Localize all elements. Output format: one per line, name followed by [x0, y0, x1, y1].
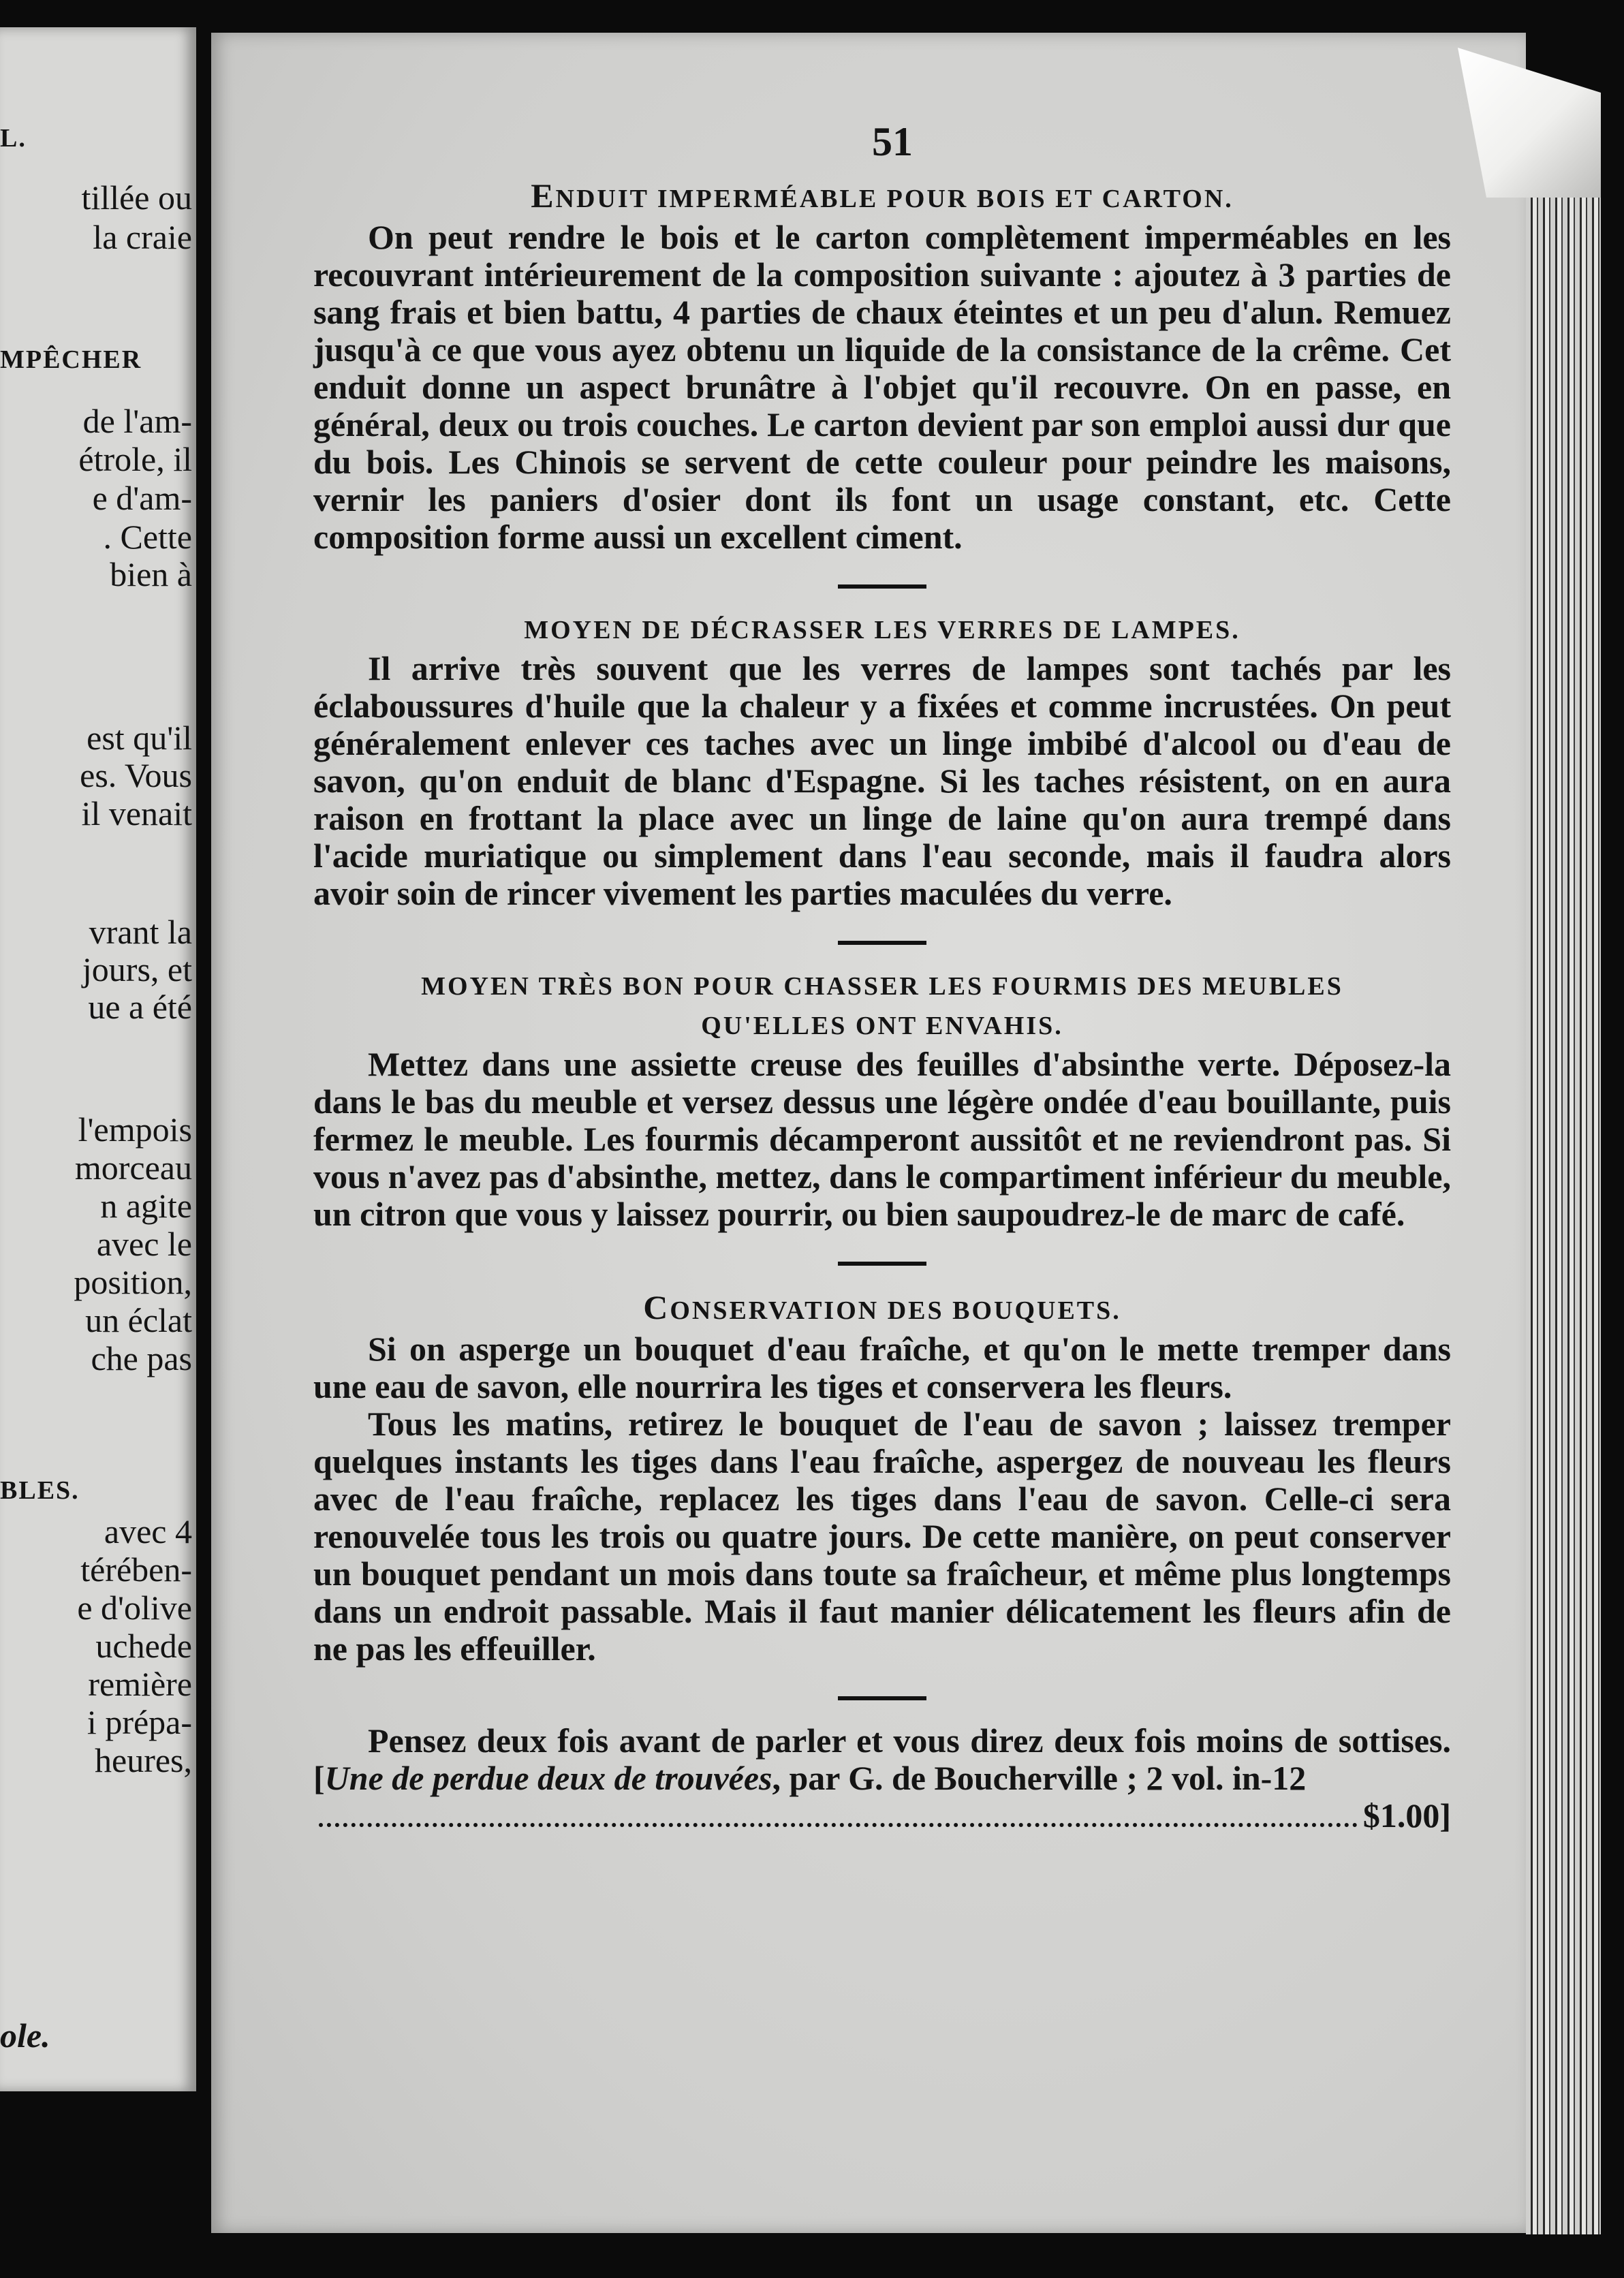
left-page-line: position,	[74, 1263, 192, 1301]
left-page-line: n agite	[100, 1187, 192, 1225]
paragraph: On peut rendre le bois et le carton complètement imperméables en les recouvrant intérieurement de la composition suivante : ajoutez à 3 parties de sang frais et bien battu, 4 parties de chaux éteintes et un peu d'alun. Remuez jusqu'à ce que vous ayez obtenu un liquide de la consistance de la crême. Cet enduit donne un aspect brunâtre à l'objet qu'il recouvre. On en passe, en général, deux ou trois couches. Le carton devient par son emploi aussi dur que du bois. Les Chinois se servent de cette couleur pour peindre les maisons, vernir les paniers d'osier dont ils font un usage constant, etc. Cette composition forme aussi un excellent ciment.	[313, 218, 1451, 556]
left-page-line: avec 4	[104, 1512, 192, 1550]
closing-quote	[313, 1722, 1451, 1797]
left-page-line: MPÊCHER	[0, 345, 142, 374]
left-page-line: morceau	[74, 1149, 192, 1187]
left-page-line: heures,	[95, 1741, 192, 1779]
left-page-line: tillée ou	[81, 178, 192, 217]
left-page-line: étrole, il	[78, 440, 192, 478]
left-page-line: remière	[88, 1665, 192, 1703]
paragraph: Tous les matins, retirez le bouquet de l'eau de savon ; laissez tremper quelques instants les tiges dans l'eau fraîche, aspergez de nouveau les fleurs avec de l'eau fraîche, replacez les tiges dans l'eau de savon. Celle-ci sera renouvelée tous les trois ou quatre jours. De cette manière, on peut conserver un bouquet pendant un mois dans toute sa fraîcheur, et même plus longtemps dans un endroit passable. Mais il faut manier délicatement les fleurs afin de ne pas les effeuiller.	[313, 1405, 1451, 1668]
section-divider	[838, 1262, 926, 1266]
left-page-line: uchede	[95, 1627, 192, 1665]
left-page-line: e d'olive	[77, 1589, 192, 1627]
leader-dots	[319, 1823, 1358, 1827]
heading-text: ONSERVATION DES BOUQUETS.	[670, 1296, 1121, 1325]
left-page-line: . Cette	[103, 518, 192, 556]
left-page-line: il venait	[81, 794, 192, 832]
section-heading-verres: MOYEN DE DÉCRASSER LES VERRES DE LAMPES.	[524, 616, 1240, 644]
left-page-line: bien à	[110, 555, 192, 593]
quote-text: Pensez deux fois avant de parler et vous direz deux fois moins de sottises. [	[313, 1721, 1451, 1797]
heading-initial: C	[643, 1288, 670, 1326]
heading-initial: E	[531, 176, 556, 215]
section-divider	[838, 1696, 926, 1700]
left-page-line: est qu'il	[87, 719, 192, 757]
main-page	[211, 33, 1526, 2233]
left-page-line: i prépa-	[87, 1703, 192, 1741]
section-heading-enduit	[313, 176, 1451, 219]
section-heading-fourmis: MOYEN TRÈS BON POUR CHASSER LES FOURMIS DES MEUBLES QU'ELLES ONT ENVAHIS.	[421, 972, 1343, 1040]
paragraph: Mettez dans une assiette creuse des feuilles d'absinthe verte. Déposez-la dans le bas du meuble et versez dessus une légère ondée d'eau bouillante, puis fermez le meuble. Les fourmis décamperont aussitôt et ne reviendront pas. Si vous n'avez pas d'absinthe, mettez, dans le compartiment inférieur du meuble, un citron que vous y laissez pourrir, ou bien saupoudrez-le de marc de café.	[313, 1045, 1451, 1233]
left-page-line: es. Vous	[80, 756, 192, 794]
left-page-line: la craie	[93, 218, 192, 256]
section-divider	[838, 941, 926, 945]
left-facing-page	[0, 27, 196, 2091]
page-stack-edge	[1526, 102, 1601, 2234]
left-page-line: vrant la	[89, 913, 192, 951]
left-page-line: e d'am-	[92, 479, 192, 517]
left-page-line: ole.	[0, 2016, 50, 2055]
left-page-line: térében-	[80, 1550, 192, 1589]
left-page-line: ue a été	[88, 988, 192, 1026]
left-page-line: che pas	[91, 1339, 192, 1377]
left-page-line: BLES.	[0, 1476, 80, 1505]
paragraph: Il arrive très souvent que les verres de lampes sont tachés par les éclaboussures d'huile que la chaleur y a fixées et comme incrustées. On peut généralement enlever ces taches avec un linge imbibé d'alcool ou d'eau de savon, qu'on enduit de blanc d'Espagne. Si les taches résistent, on en aura raison en frottant la place avec un linge de laine qu'on aura trempé dans l'acide muriatique ou simplement dans l'eau seconde, mais il faudra alors avoir soin de rincer vivement les parties maculées du verre.	[313, 649, 1451, 912]
page-content	[313, 114, 1451, 1835]
price-line	[313, 1797, 1451, 1835]
book-price: $1.00]	[1362, 1796, 1451, 1835]
heading-text: NDUIT IMPERMÉABLE POUR BOIS ET CARTON.	[555, 185, 1234, 213]
section-heading-bouquets	[313, 1288, 1451, 1330]
left-page-line: L.	[0, 124, 27, 153]
section-divider	[838, 584, 926, 589]
left-page-line: un éclat	[85, 1301, 192, 1339]
left-page-line: avec le	[96, 1225, 192, 1263]
left-page-line: jours, et	[82, 950, 192, 988]
book-details: , par G. de Boucherville ; 2 vol. in-12	[772, 1759, 1307, 1797]
left-page-line: de l'am-	[82, 402, 192, 440]
page-number: 51	[872, 119, 913, 164]
paragraph: Si on asperge un bouquet d'eau fraîche, et qu'on le mette tremper dans une eau de savon, elle nourrira les tiges et conservera les fleurs.	[313, 1330, 1451, 1405]
book-title: Une de perdue deux de trouvées	[324, 1759, 772, 1797]
left-page-line: l'empois	[78, 1110, 192, 1149]
